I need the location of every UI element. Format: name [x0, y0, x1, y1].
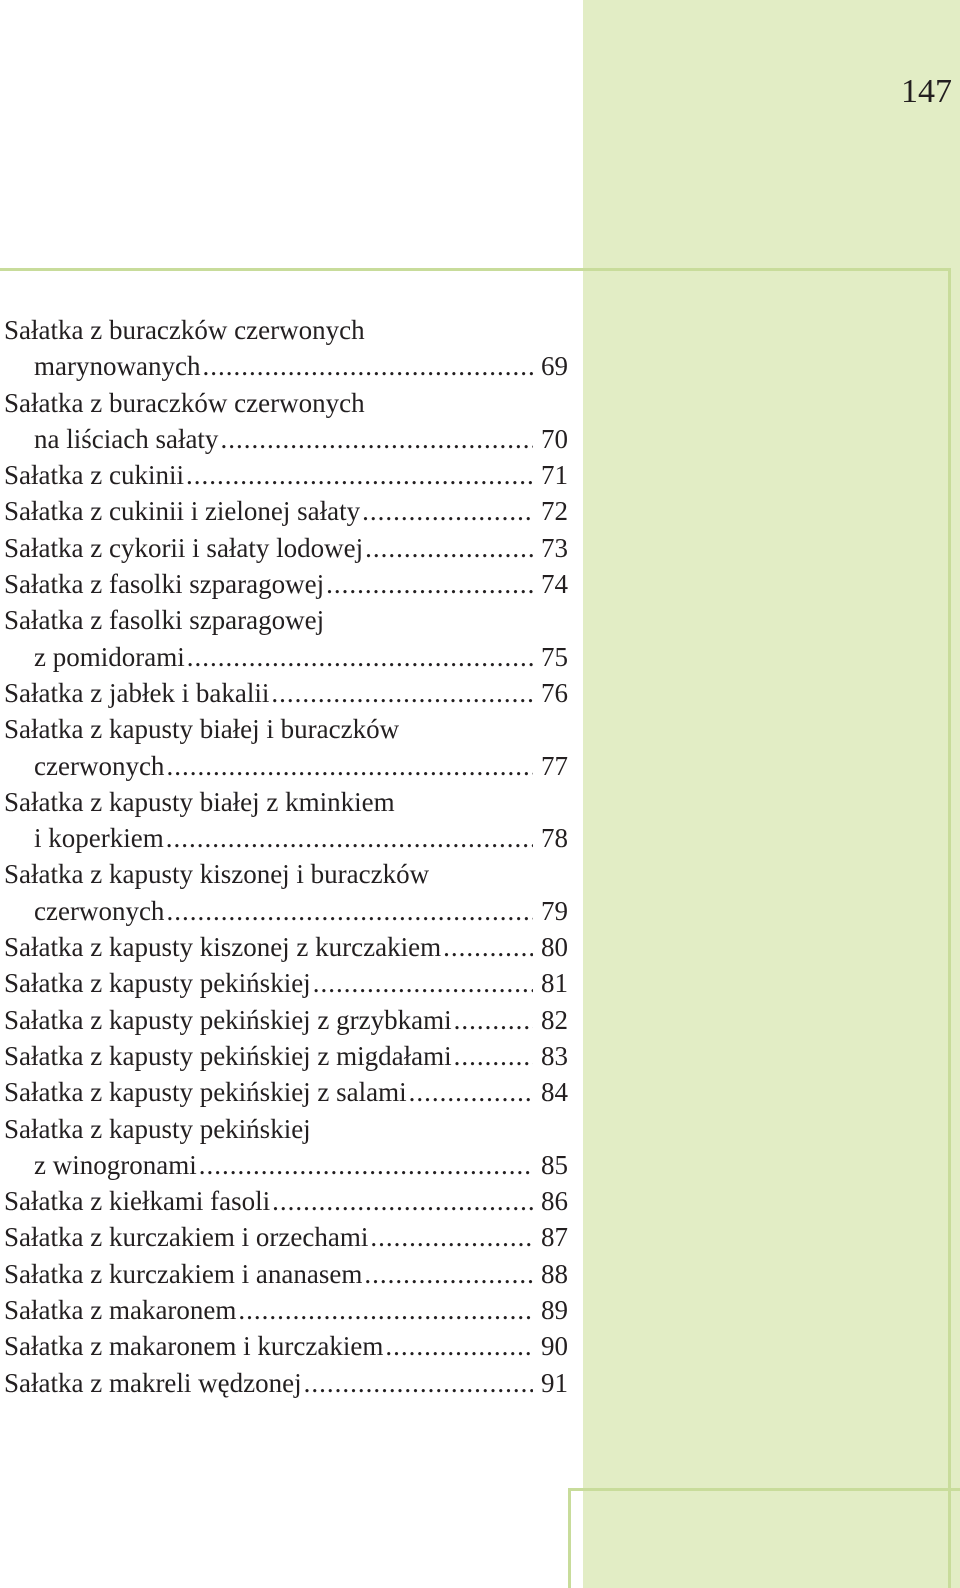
dot-leader	[362, 493, 533, 529]
toc-line	[4, 1147, 568, 1183]
dot-leader	[199, 1147, 533, 1183]
toc-entry	[4, 1002, 568, 1038]
toc-line	[4, 675, 568, 711]
dot-leader	[187, 639, 533, 675]
frame-bottom-corner-rule	[568, 1488, 571, 1588]
toc-entry-title: Sałatka z kapusty pekińskiej	[4, 1113, 311, 1144]
toc-entry-title: Sałatka z kurczakiem i ananasem	[4, 1258, 363, 1289]
toc-entry	[4, 784, 568, 857]
toc-entry	[4, 530, 568, 566]
toc-entry-title: Sałatka z kapusty kiszonej z kurczakiem	[4, 932, 442, 963]
toc-line	[4, 1038, 568, 1074]
toc-line	[4, 639, 568, 675]
toc-entry	[4, 1038, 568, 1074]
toc-entry-title: Sałatka z kapusty pekińskiej	[4, 968, 311, 999]
toc-entry	[4, 1256, 568, 1292]
frame-top-rule	[0, 268, 951, 271]
dot-leader	[313, 965, 533, 1001]
toc-line	[4, 457, 568, 493]
toc-entry-page: 79	[541, 895, 568, 926]
toc-line	[4, 965, 568, 1001]
toc-entry-title: czerwonych	[34, 895, 165, 926]
toc-entry-page: 69	[541, 351, 568, 382]
toc-entry-title: i koperkiem	[34, 823, 164, 854]
toc-entry-title: Sałatka z makaronem	[4, 1295, 237, 1326]
toc-line	[4, 929, 568, 965]
toc-line	[4, 856, 568, 892]
toc-entry-title: Sałatka z makreli wędzonej	[4, 1367, 302, 1398]
toc-line	[4, 566, 568, 602]
toc-entry-title: z winogronami	[34, 1149, 197, 1180]
toc-entry-title: Sałatka z kapusty białej i buraczków	[4, 714, 400, 745]
toc-entry-page: 84	[541, 1077, 568, 1108]
toc-line	[4, 1002, 568, 1038]
toc-entry-title: marynowanych	[34, 351, 201, 382]
toc-entry-page: 70	[541, 423, 568, 454]
dot-leader	[454, 1038, 533, 1074]
toc-entry	[4, 385, 568, 458]
toc-entry-title: Sałatka z kapusty białej z kminkiem	[4, 786, 395, 817]
toc-entry	[4, 929, 568, 965]
toc-entry	[4, 675, 568, 711]
toc-entry	[4, 1328, 568, 1364]
toc-entry-title: Sałatka z kiełkami fasoli	[4, 1186, 271, 1217]
dot-leader	[166, 820, 533, 856]
toc-line	[4, 1074, 568, 1110]
toc-entry-title: Sałatka z makaronem i kurczakiem	[4, 1331, 384, 1362]
dot-leader	[202, 348, 533, 384]
toc-entry-title: Sałatka z kapusty pekińskiej z grzybkami	[4, 1004, 452, 1035]
toc-entry-title: Sałatka z buraczków czerwonych	[4, 387, 365, 418]
toc-entry-page: 90	[541, 1331, 568, 1362]
toc-entry-page: 73	[541, 532, 568, 563]
dot-leader	[186, 457, 533, 493]
toc-entry-title: Sałatka z cykorii i sałaty lodowej	[4, 532, 364, 563]
dot-leader	[220, 421, 533, 457]
dot-leader	[364, 1256, 533, 1292]
dot-leader	[409, 1074, 533, 1110]
dot-leader	[238, 1292, 533, 1328]
toc-line	[4, 748, 568, 784]
toc-entry-title: Sałatka z kurczakiem i orzechami	[4, 1222, 369, 1253]
page-number: 147	[901, 73, 952, 110]
toc-entry-title: na liściach sałaty	[34, 423, 219, 454]
toc-entry-page: 75	[541, 641, 568, 672]
toc-entry	[4, 1183, 568, 1219]
toc-entry-page: 81	[541, 968, 568, 999]
toc-entry-page: 86	[541, 1186, 568, 1217]
toc-entry	[4, 1365, 568, 1401]
dot-leader	[454, 1002, 533, 1038]
table-of-contents	[4, 312, 568, 1401]
toc-entry	[4, 1219, 568, 1255]
toc-line	[4, 530, 568, 566]
toc-entry-title: z pomidorami	[34, 641, 185, 672]
toc-entry-page: 82	[541, 1004, 568, 1035]
toc-entry-page: 80	[541, 932, 568, 963]
toc-entry	[4, 602, 568, 675]
dot-leader	[166, 893, 533, 929]
toc-entry-page: 83	[541, 1040, 568, 1071]
toc-entry-page: 87	[541, 1222, 568, 1253]
toc-entry-page: 77	[541, 750, 568, 781]
side-panel	[583, 0, 960, 1588]
toc-entry-page: 89	[541, 1295, 568, 1326]
toc-line	[4, 1111, 568, 1147]
toc-entry-title: Sałatka z buraczków czerwonych	[4, 315, 365, 345]
toc-line	[4, 1219, 568, 1255]
toc-line	[4, 493, 568, 529]
toc-line	[4, 421, 568, 457]
toc-entry	[4, 493, 568, 529]
toc-line	[4, 348, 568, 384]
toc-entry-page: 88	[541, 1258, 568, 1289]
dot-leader	[385, 1328, 533, 1364]
toc-line	[4, 784, 568, 820]
toc-entry	[4, 711, 568, 784]
toc-entry	[4, 312, 568, 385]
toc-entry	[4, 1111, 568, 1184]
toc-entry-title: Sałatka z kapusty pekińskiej z salami	[4, 1077, 407, 1108]
toc-entry-title: Sałatka z kapusty kiszonej i buraczków	[4, 859, 430, 890]
toc-entry-title: Sałatka z cukinii i zielonej sałaty	[4, 496, 361, 527]
toc-line	[4, 602, 568, 638]
frame-bottom-rule	[568, 1488, 960, 1491]
dot-leader	[443, 929, 533, 965]
toc-entry	[4, 965, 568, 1001]
toc-entry-page: 74	[541, 569, 568, 600]
dot-leader	[326, 566, 533, 602]
toc-entry-title: Sałatka z cukinii	[4, 460, 184, 491]
toc-line	[4, 820, 568, 856]
toc-entry-title: Sałatka z kapusty pekińskiej z migdałami	[4, 1040, 452, 1071]
toc-entry	[4, 856, 568, 929]
toc-entry-page: 91	[541, 1367, 568, 1398]
dot-leader	[370, 1219, 533, 1255]
toc-entry	[4, 457, 568, 493]
dot-leader	[272, 1183, 533, 1219]
dot-leader	[166, 748, 533, 784]
toc-entry	[4, 1074, 568, 1110]
toc-line	[4, 1292, 568, 1328]
toc-entry-title: czerwonych	[34, 750, 165, 781]
toc-entry	[4, 1292, 568, 1328]
toc-entry-page: 72	[541, 496, 568, 527]
dot-leader	[365, 530, 533, 566]
toc-entry-title: Sałatka z fasolki szparagowej	[4, 605, 325, 636]
toc-entry-page: 78	[541, 823, 568, 854]
toc-line	[4, 1256, 568, 1292]
toc-line	[4, 1328, 568, 1364]
toc-entry-title: Sałatka z jabłek i bakalii	[4, 677, 270, 708]
toc-entry-page: 85	[541, 1149, 568, 1180]
toc-line	[4, 385, 568, 421]
toc-line	[4, 1183, 568, 1219]
toc-line	[4, 1365, 568, 1401]
toc-entry	[4, 566, 568, 602]
toc-entry-page: 71	[541, 460, 568, 491]
toc-entry-title: Sałatka z fasolki szparagowej	[4, 569, 325, 600]
toc-line	[4, 312, 568, 348]
toc-line	[4, 893, 568, 929]
dot-leader	[304, 1365, 533, 1401]
toc-line	[4, 711, 568, 747]
dot-leader	[271, 675, 533, 711]
frame-right-rule	[948, 268, 951, 1588]
toc-entry-page: 76	[541, 677, 568, 708]
